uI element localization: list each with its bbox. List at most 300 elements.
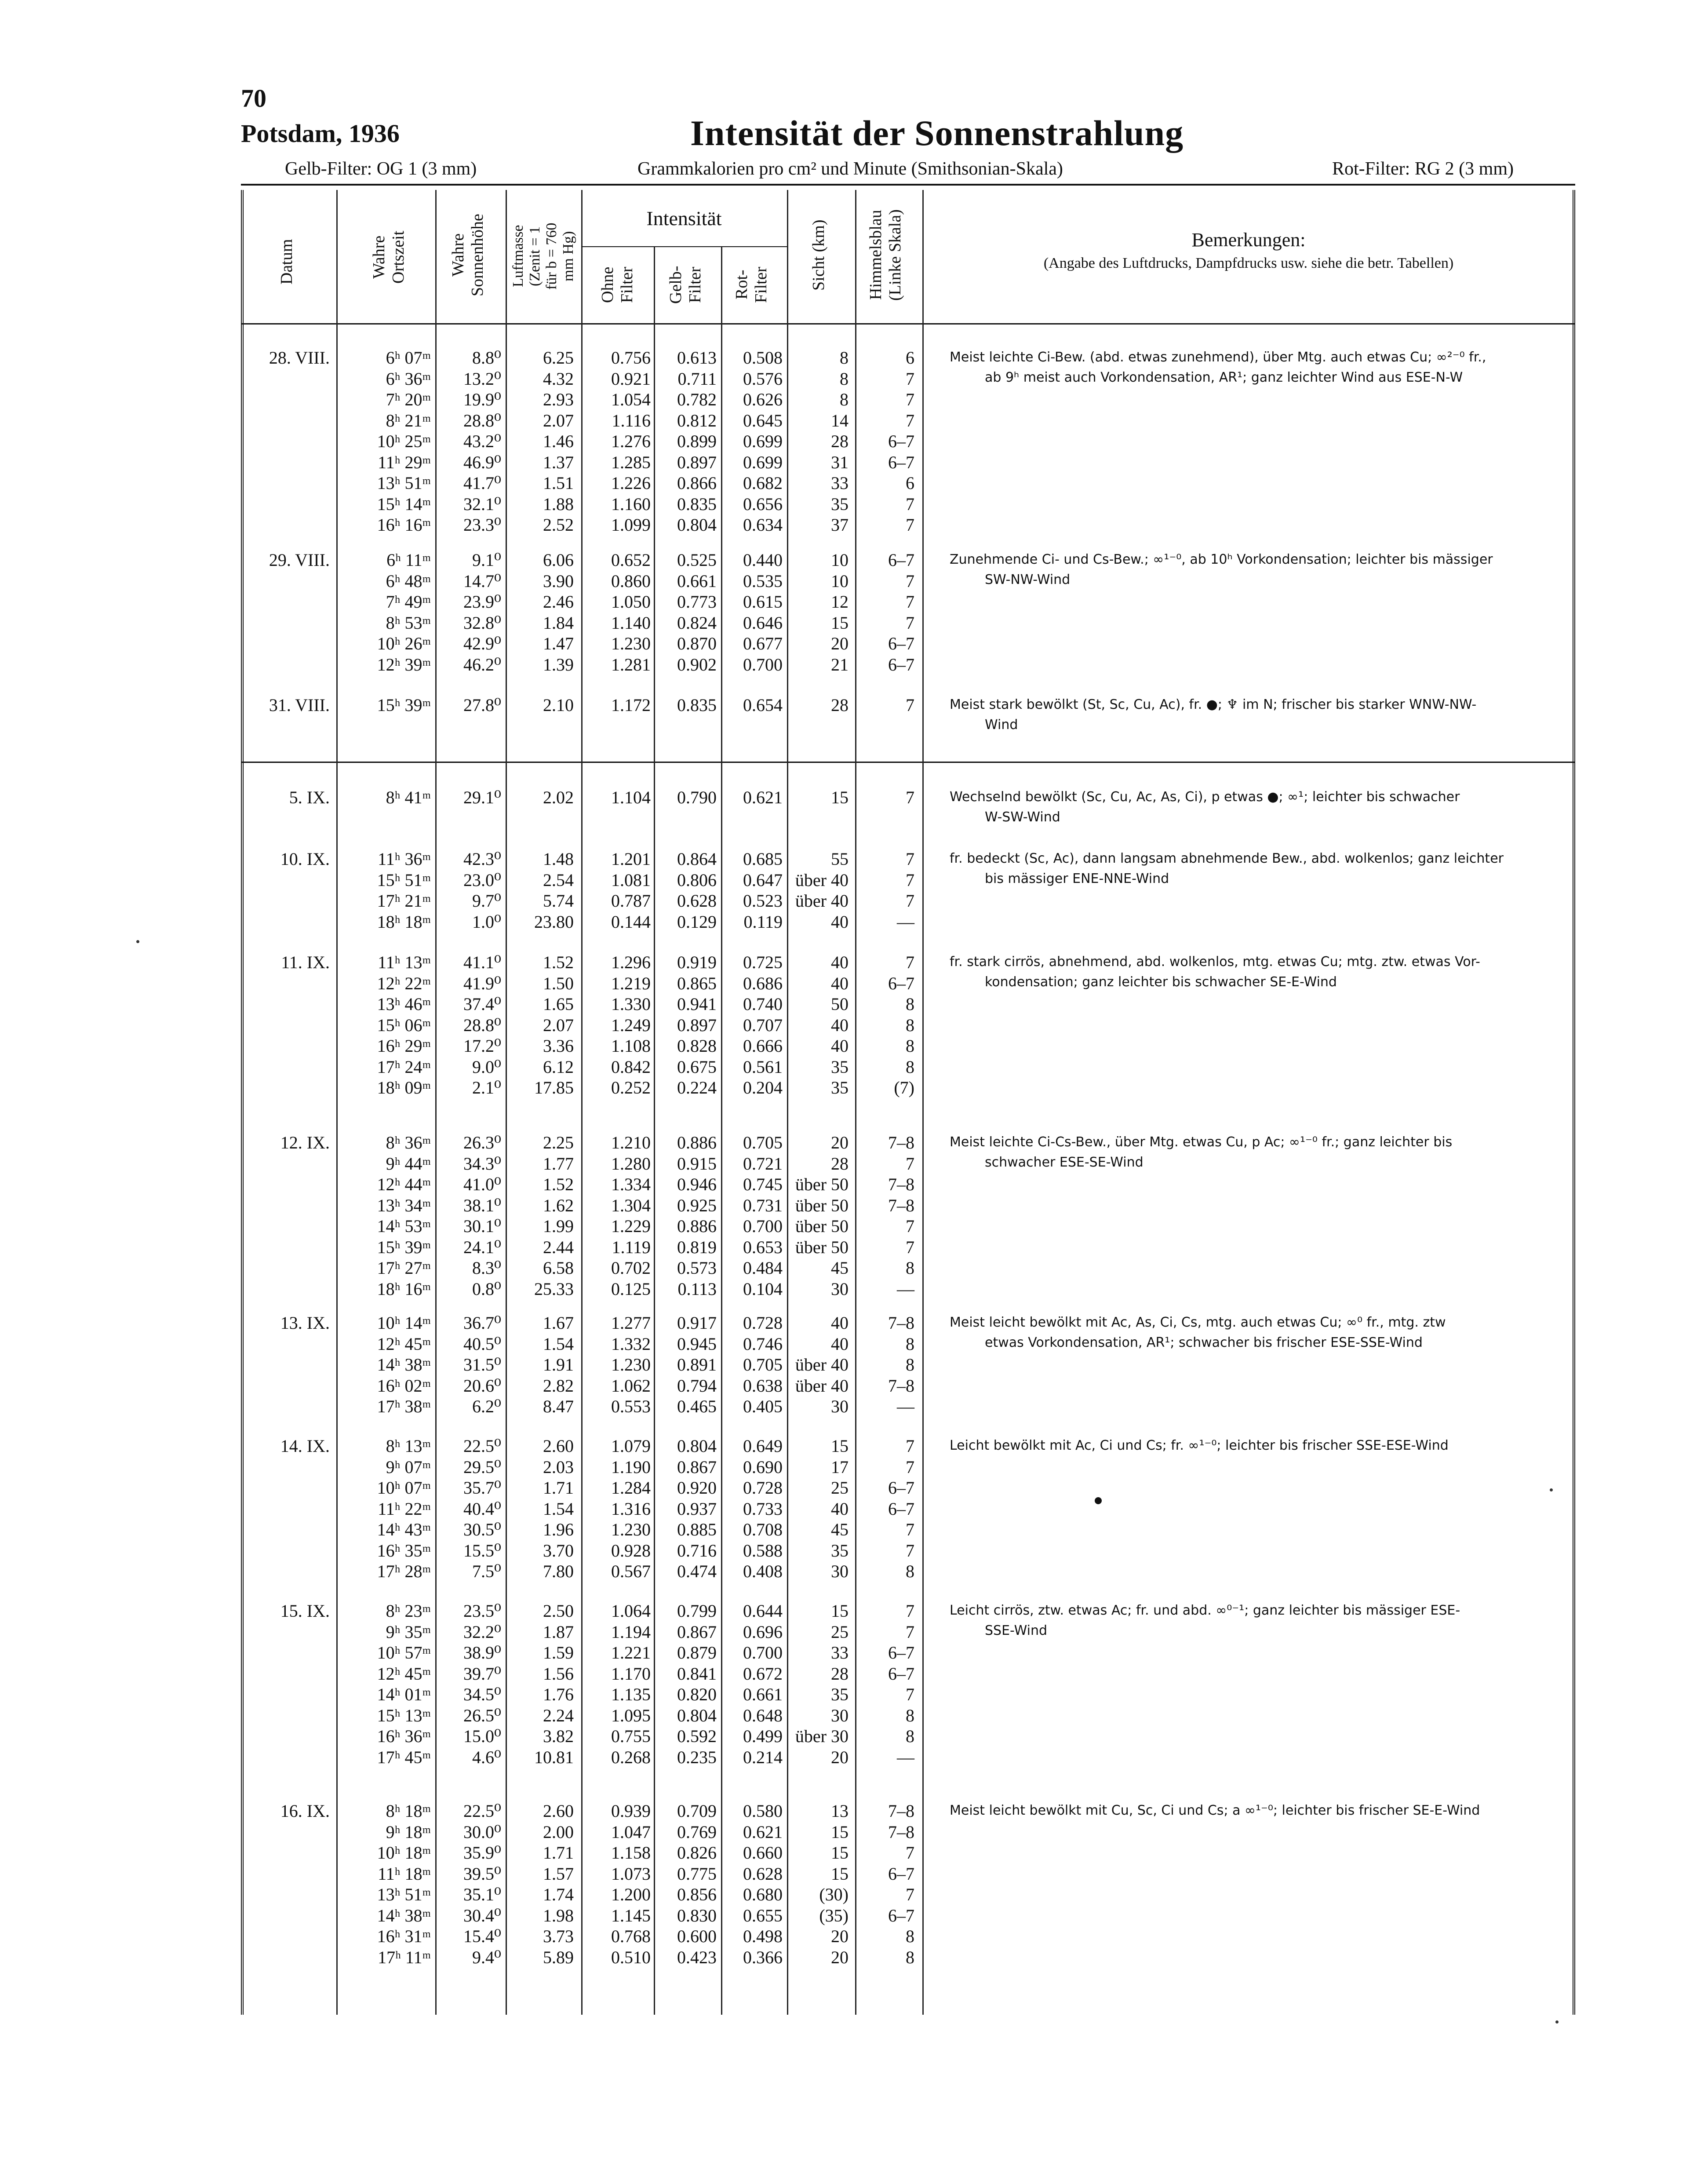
intensity-no-filter-cell: 1.062 (611, 1376, 651, 1396)
intensity-red-filter-cell: 0.677 (743, 634, 783, 653)
sky-blue-cell: 7 (906, 411, 914, 430)
visibility-cell: über 40 (795, 891, 849, 911)
visibility-cell: 35 (831, 494, 849, 514)
august-september-divider (241, 762, 1575, 763)
intensity-yellow-filter-cell: 0.790 (677, 788, 717, 807)
remark-line: Zunehmende Ci- und Cs-Bew.; ∞¹⁻⁰, ab 10ʰ Vorkondensation; leichter bis mässiger (950, 552, 1493, 567)
sky-blue-cell: 8 (906, 994, 914, 1014)
intensity-red-filter-cell: 0.661 (743, 1684, 783, 1704)
sky-blue-cell: 7–8 (888, 1174, 914, 1194)
air-mass-cell: 6.12 (543, 1057, 574, 1077)
intensity-no-filter-cell: 1.160 (611, 494, 651, 514)
intensity-yellow-filter-cell: 0.804 (677, 1706, 717, 1725)
sun-height-cell: 29.5⁰ (463, 1457, 501, 1477)
visibility-cell: 20 (831, 634, 849, 653)
location-year: Potsdam, 1936 (241, 119, 400, 148)
air-mass-cell: 2.44 (543, 1237, 574, 1257)
intensity-yellow-filter-cell: 0.925 (677, 1196, 717, 1215)
sun-height-cell: 2.1⁰ (472, 1078, 501, 1097)
local-time-cell: 15ʰ 39ᵐ (377, 695, 431, 715)
sky-blue-cell: 8 (906, 1726, 914, 1746)
sun-height-cell: 32.8⁰ (463, 613, 501, 633)
air-mass-cell: 3.73 (543, 1926, 574, 1946)
intensity-red-filter-cell: 0.498 (743, 1926, 783, 1946)
date-cell: 12. IX. (280, 1133, 330, 1152)
intensity-yellow-filter-cell: 0.465 (677, 1396, 717, 1416)
page-number: 70 (241, 84, 266, 113)
air-mass-cell: 2.50 (543, 1601, 574, 1621)
visibility-cell: über 50 (795, 1237, 849, 1257)
intensity-no-filter-cell: 1.201 (611, 849, 651, 869)
local-time-cell: 11ʰ 18ᵐ (378, 1864, 431, 1884)
air-mass-cell: 2.02 (543, 788, 574, 807)
sun-height-cell: 8.3⁰ (472, 1258, 501, 1278)
air-mass-cell: 1.84 (543, 613, 574, 633)
intensity-red-filter-cell: 0.721 (743, 1154, 783, 1174)
intensity-no-filter-cell: 1.119 (612, 1237, 651, 1257)
air-mass-cell: 2.93 (543, 390, 574, 409)
sun-height-cell: 30.1⁰ (463, 1216, 501, 1236)
intensity-yellow-filter-cell: 0.769 (677, 1822, 717, 1842)
visibility-cell: 33 (831, 1643, 849, 1663)
intensity-no-filter-cell: 1.140 (611, 613, 651, 633)
sky-blue-cell: 8 (906, 1036, 914, 1056)
air-mass-cell: 1.46 (543, 431, 574, 451)
sky-blue-cell: 7–8 (888, 1822, 914, 1842)
intensity-no-filter-cell: 0.702 (611, 1258, 651, 1278)
sun-height-cell: 23.3⁰ (463, 515, 501, 535)
visibility-cell: 45 (831, 1520, 849, 1539)
air-mass-cell: 2.54 (543, 870, 574, 890)
intensity-yellow-filter-cell: 0.613 (677, 348, 717, 368)
sky-blue-cell: 6–7 (888, 1499, 914, 1519)
sky-blue-cell: (7) (894, 1078, 914, 1097)
visibility-cell: 40 (831, 1334, 849, 1354)
local-time-cell: 17ʰ 38ᵐ (377, 1396, 431, 1416)
sun-height-cell: 41.1⁰ (463, 952, 501, 972)
column-header-local-time: Wahre Ortszeit (370, 230, 408, 284)
local-time-cell: 18ʰ 09ᵐ (377, 1078, 431, 1097)
date-cell: 14. IX. (280, 1436, 330, 1456)
sky-blue-cell: 7 (906, 1601, 914, 1621)
intensity-red-filter-cell: 0.660 (743, 1843, 783, 1863)
column-header-date: Datum (277, 239, 296, 284)
intensity-red-filter-cell: 0.405 (743, 1396, 783, 1416)
column-header-intensity: Intensität (646, 207, 722, 230)
local-time-cell: 16ʰ 29ᵐ (377, 1036, 431, 1056)
sun-height-cell: 35.1⁰ (463, 1885, 501, 1904)
intensity-red-filter-cell: 0.655 (743, 1906, 783, 1925)
sky-blue-cell: 6–7 (888, 431, 914, 451)
intensity-no-filter-cell: 1.276 (611, 431, 651, 451)
header-bottom-rule (241, 323, 1575, 325)
sky-blue-cell: 8 (906, 1334, 914, 1354)
sky-blue-cell: 7 (906, 1684, 914, 1704)
intensity-red-filter-cell: 0.615 (743, 592, 783, 612)
sun-height-cell: 27.8⁰ (463, 695, 501, 715)
intensity-red-filter-cell: 0.656 (743, 494, 783, 514)
intensity-red-filter-cell: 0.588 (743, 1541, 783, 1561)
sky-blue-cell: 8 (906, 1258, 914, 1278)
visibility-cell: 35 (831, 1684, 849, 1704)
date-cell: 13. IX. (280, 1313, 330, 1333)
intensity-red-filter-cell: 0.680 (743, 1885, 783, 1904)
sun-height-cell: 23.0⁰ (463, 870, 501, 890)
remark-line: Leicht cirrös, ztw. etwas Ac; fr. und abd. ∞⁰⁻¹; ganz leichter bis mässiger ESE- (950, 1603, 1460, 1618)
air-mass-cell: 2.82 (543, 1376, 574, 1396)
visibility-cell: (30) (819, 1885, 849, 1904)
intensity-red-filter-cell: 0.499 (743, 1726, 783, 1746)
visibility-cell: 37 (831, 515, 849, 535)
intensity-no-filter-cell: 1.277 (611, 1313, 651, 1333)
stray-dot-mark (1095, 1497, 1102, 1504)
intensity-no-filter-cell: 0.268 (611, 1747, 651, 1767)
air-mass-cell: 1.67 (543, 1313, 574, 1333)
visibility-cell: 8 (840, 369, 849, 389)
air-mass-cell: 2.10 (543, 695, 574, 715)
visibility-cell: 33 (831, 473, 849, 493)
remark-line: Meist leicht bewölkt mit Ac, As, Ci, Cs, mtg. auch etwas Cu; ∞⁰ fr., mtg. ztw (950, 1315, 1446, 1330)
visibility-cell: über 40 (795, 870, 849, 890)
intensity-yellow-filter-cell: 0.865 (677, 974, 717, 993)
intensity-no-filter-cell: 1.104 (611, 788, 651, 807)
sky-blue-cell: 7 (906, 870, 914, 890)
units-note: Grammkalorien pro cm² und Minute (Smithsonian-Skala) (637, 159, 1063, 179)
sky-blue-cell: 6–7 (888, 1478, 914, 1498)
sun-height-cell: 4.6⁰ (472, 1747, 501, 1767)
intensity-yellow-filter-cell: 0.235 (677, 1747, 717, 1767)
air-mass-cell: 1.54 (543, 1334, 574, 1354)
intensity-yellow-filter-cell: 0.573 (677, 1258, 717, 1278)
sky-blue-cell: — (897, 912, 914, 932)
air-mass-cell: 1.52 (543, 1174, 574, 1194)
local-time-cell: 15ʰ 14ᵐ (377, 494, 431, 514)
intensity-red-filter-cell: 0.645 (743, 411, 783, 430)
remark-line: bis mässiger ENE-NNE-Wind (985, 871, 1169, 886)
date-cell: 15. IX. (280, 1601, 330, 1621)
intensity-red-filter-cell: 0.740 (743, 994, 783, 1014)
visibility-cell: 10 (831, 571, 849, 591)
air-mass-cell: 1.51 (543, 473, 574, 493)
red-filter-note: Rot-Filter: RG 2 (3 mm) (1332, 159, 1514, 179)
page-title: Intensität der Sonnenstrahlung (690, 113, 1184, 153)
intensity-yellow-filter-cell: 0.886 (677, 1133, 717, 1152)
remark-line: Meist leicht bewölkt mit Cu, Sc, Ci und Cs; a ∞¹⁻⁰; leichter bis frischer SE-E-Wind (950, 1803, 1480, 1818)
sky-blue-cell: 6–7 (888, 1864, 914, 1884)
column-header-yellow-filter: Gelb- Filter (666, 266, 704, 304)
sky-blue-cell: 7–8 (888, 1196, 914, 1215)
intensity-yellow-filter-cell: 0.941 (677, 994, 717, 1014)
sun-height-cell: 32.2⁰ (463, 1622, 501, 1642)
intensity-subheader-rule (581, 246, 787, 247)
local-time-cell: 11ʰ 22ᵐ (378, 1499, 431, 1519)
local-time-cell: 8ʰ 41ᵐ (386, 788, 431, 807)
local-time-cell: 10ʰ 14ᵐ (377, 1313, 431, 1333)
intensity-red-filter-cell: 0.666 (743, 1036, 783, 1056)
visibility-cell: 25 (831, 1478, 849, 1498)
sky-blue-cell: 6–7 (888, 655, 914, 675)
intensity-red-filter-cell: 0.707 (743, 1015, 783, 1035)
column-header-red-filter: Rot- Filter (732, 266, 770, 303)
remark-line: fr. stark cirrös, abnehmend, abd. wolkenlos, mtg. etwas Cu; mtg. ztw. etwas Vor- (950, 954, 1480, 970)
visibility-cell: 55 (831, 849, 849, 869)
visibility-cell: 8 (840, 390, 849, 409)
sky-blue-cell: 8 (906, 1706, 914, 1725)
sky-blue-cell: 7 (906, 494, 914, 514)
sky-blue-cell: 7 (906, 695, 914, 715)
visibility-cell: 15 (831, 788, 849, 807)
intensity-no-filter-cell: 1.281 (611, 655, 651, 675)
sun-height-cell: 14.7⁰ (463, 571, 501, 591)
column-separator (581, 190, 583, 2015)
local-time-cell: 9ʰ 35ᵐ (386, 1622, 431, 1642)
sky-blue-cell: 7 (906, 1216, 914, 1236)
remark-line: kondensation; ganz leichter bis schwacher SE-E-Wind (985, 974, 1337, 990)
sky-blue-cell: 7 (906, 788, 914, 807)
sun-height-cell: 15.4⁰ (463, 1926, 501, 1946)
intensity-red-filter-cell: 0.104 (743, 1279, 783, 1299)
sun-height-cell: 40.5⁰ (463, 1334, 501, 1354)
visibility-cell: 15 (831, 1436, 849, 1456)
intensity-red-filter-cell: 0.690 (743, 1457, 783, 1477)
local-time-cell: 17ʰ 28ᵐ (377, 1561, 431, 1581)
intensity-yellow-filter-cell: 0.867 (677, 1457, 717, 1477)
air-mass-cell: 1.48 (543, 849, 574, 869)
local-time-cell: 16ʰ 16ᵐ (377, 515, 431, 535)
intensity-no-filter-cell: 1.226 (611, 473, 651, 493)
intensity-red-filter-cell: 0.647 (743, 870, 783, 890)
intensity-yellow-filter-cell: 0.897 (677, 1015, 717, 1035)
local-time-cell: 16ʰ 35ᵐ (377, 1541, 431, 1561)
intensity-red-filter-cell: 0.700 (743, 1643, 783, 1663)
sky-blue-cell: 6–7 (888, 974, 914, 993)
sun-height-cell: 30.5⁰ (463, 1520, 501, 1539)
air-mass-cell: 1.74 (543, 1885, 574, 1904)
local-time-cell: 15ʰ 13ᵐ (377, 1706, 431, 1725)
remark-line: etwas Vorkondensation, AR¹; schwacher bis frischer ESE-SSE-Wind (985, 1335, 1423, 1350)
local-time-cell: 10ʰ 25ᵐ (377, 431, 431, 451)
intensity-yellow-filter-cell: 0.804 (677, 515, 717, 535)
intensity-yellow-filter-cell: 0.423 (677, 1947, 717, 1967)
intensity-yellow-filter-cell: 0.920 (677, 1478, 717, 1498)
air-mass-cell: 6.25 (543, 348, 574, 368)
yellow-filter-note: Gelb-Filter: OG 1 (3 mm) (285, 159, 477, 179)
air-mass-cell: 1.56 (543, 1664, 574, 1684)
sun-height-cell: 43.2⁰ (463, 431, 501, 451)
local-time-cell: 18ʰ 16ᵐ (377, 1279, 431, 1299)
visibility-cell: 15 (831, 1864, 849, 1884)
local-time-cell: 7ʰ 20ᵐ (386, 390, 431, 409)
intensity-red-filter-cell: 0.700 (743, 1216, 783, 1236)
intensity-no-filter-cell: 1.116 (612, 411, 651, 430)
sun-height-cell: 9.1⁰ (472, 550, 501, 570)
sun-height-cell: 35.9⁰ (463, 1843, 501, 1863)
local-time-cell: 12ʰ 39ᵐ (377, 655, 431, 675)
intensity-red-filter-cell: 0.746 (743, 1334, 783, 1354)
sun-height-cell: 26.5⁰ (463, 1706, 501, 1725)
sky-blue-cell: 6–7 (888, 634, 914, 653)
intensity-yellow-filter-cell: 0.897 (677, 452, 717, 472)
intensity-yellow-filter-cell: 0.870 (677, 634, 717, 653)
sun-height-cell: 29.1⁰ (463, 788, 501, 807)
intensity-no-filter-cell: 1.079 (611, 1436, 651, 1456)
sky-blue-cell: 7–8 (888, 1133, 914, 1152)
intensity-no-filter-cell: 1.285 (611, 452, 651, 472)
intensity-yellow-filter-cell: 0.773 (677, 592, 717, 612)
local-time-cell: 15ʰ 06ᵐ (377, 1015, 431, 1035)
visibility-cell: 40 (831, 912, 849, 932)
local-time-cell: 13ʰ 51ᵐ (377, 473, 431, 493)
remark-line: Wind (985, 717, 1018, 733)
local-time-cell: 6ʰ 11ᵐ (386, 550, 431, 570)
visibility-cell: über 30 (795, 1726, 849, 1746)
intensity-no-filter-cell: 1.280 (611, 1154, 651, 1174)
local-time-cell: 17ʰ 27ᵐ (377, 1258, 431, 1278)
intensity-yellow-filter-cell: 0.709 (677, 1801, 717, 1821)
local-time-cell: 11ʰ 29ᵐ (378, 452, 431, 472)
sun-height-cell: 9.4⁰ (472, 1947, 501, 1967)
local-time-cell: 14ʰ 01ᵐ (377, 1684, 431, 1704)
local-time-cell: 16ʰ 31ᵐ (377, 1926, 431, 1946)
visibility-cell: 40 (831, 1313, 849, 1333)
intensity-yellow-filter-cell: 0.886 (677, 1216, 717, 1236)
sky-blue-cell: 8 (906, 1057, 914, 1077)
local-time-cell: 16ʰ 02ᵐ (377, 1376, 431, 1396)
visibility-cell: 15 (831, 1822, 849, 1842)
visibility-cell: 28 (831, 1154, 849, 1174)
air-mass-cell: 1.76 (543, 1684, 574, 1704)
visibility-cell: 25 (831, 1622, 849, 1642)
sky-blue-cell: 6 (906, 348, 914, 368)
intensity-red-filter-cell: 0.705 (743, 1355, 783, 1375)
remarks-subtitle: (Angabe des Luftdrucks, Dampfdrucks usw. siehe die betr. Tabellen) (1043, 255, 1454, 271)
local-time-cell: 15ʰ 51ᵐ (377, 870, 431, 890)
intensity-yellow-filter-cell: 0.867 (677, 1622, 717, 1642)
visibility-cell: 35 (831, 1078, 849, 1097)
visibility-cell: 20 (831, 1947, 849, 1967)
intensity-yellow-filter-cell: 0.525 (677, 550, 717, 570)
intensity-red-filter-cell: 0.649 (743, 1436, 783, 1456)
intensity-yellow-filter-cell: 0.129 (677, 912, 717, 932)
sky-blue-cell: 7 (906, 849, 914, 869)
intensity-no-filter-cell: 1.334 (611, 1174, 651, 1194)
local-time-cell: 8ʰ 21ᵐ (386, 411, 431, 430)
visibility-cell: 15 (831, 1601, 849, 1621)
visibility-cell: 28 (831, 1664, 849, 1684)
sky-blue-cell: 7 (906, 1237, 914, 1257)
local-time-cell: 8ʰ 36ᵐ (386, 1133, 431, 1152)
local-time-cell: 6ʰ 48ᵐ (386, 571, 431, 591)
sky-blue-cell: 6–7 (888, 1643, 914, 1663)
intensity-yellow-filter-cell: 0.600 (677, 1926, 717, 1946)
intensity-red-filter-cell: 0.628 (743, 1864, 783, 1884)
intensity-no-filter-cell: 1.190 (611, 1457, 651, 1477)
intensity-yellow-filter-cell: 0.113 (677, 1279, 717, 1299)
intensity-no-filter-cell: 0.756 (611, 348, 651, 368)
column-separator (922, 190, 924, 2015)
intensity-no-filter-cell: 1.172 (611, 695, 651, 715)
sun-height-cell: 23.9⁰ (463, 592, 501, 612)
visibility-cell: 10 (831, 550, 849, 570)
stray-speck (1555, 2020, 1559, 2024)
visibility-cell: 30 (831, 1706, 849, 1725)
intensity-yellow-filter-cell: 0.915 (677, 1154, 717, 1174)
stray-speck (1550, 1488, 1553, 1491)
local-time-cell: 7ʰ 49ᵐ (386, 592, 431, 612)
visibility-cell: über 50 (795, 1174, 849, 1194)
column-header-air-mass: Luftmasse (Zenit = 1 für b = 760 mm Hg) (510, 222, 576, 290)
local-time-cell: 12ʰ 22ᵐ (377, 974, 431, 993)
intensity-red-filter-cell: 0.621 (743, 788, 783, 807)
sky-blue-cell: — (897, 1396, 914, 1416)
sky-blue-cell: 7 (906, 1457, 914, 1477)
local-time-cell: 11ʰ 36ᵐ (378, 849, 431, 869)
air-mass-cell: 3.70 (543, 1541, 574, 1561)
intensity-yellow-filter-cell: 0.806 (677, 870, 717, 890)
intensity-no-filter-cell: 0.860 (611, 571, 651, 591)
intensity-yellow-filter-cell: 0.946 (677, 1174, 717, 1194)
local-time-cell: 8ʰ 18ᵐ (386, 1801, 431, 1821)
sky-blue-cell: 6–7 (888, 1664, 914, 1684)
air-mass-cell: 7.80 (543, 1561, 574, 1581)
sun-height-cell: 7.5⁰ (472, 1561, 501, 1581)
sky-blue-cell: 7 (906, 1154, 914, 1174)
intensity-no-filter-cell: 0.787 (611, 891, 651, 911)
local-time-cell: 10ʰ 26ᵐ (377, 634, 431, 653)
visibility-cell: 40 (831, 1499, 849, 1519)
intensity-no-filter-cell: 1.229 (611, 1216, 651, 1236)
sun-height-cell: 22.5⁰ (463, 1436, 501, 1456)
sky-blue-cell: 7 (906, 613, 914, 633)
sky-blue-cell: 8 (906, 1561, 914, 1581)
sun-height-cell: 30.4⁰ (463, 1906, 501, 1925)
sun-height-cell: 37.4⁰ (463, 994, 501, 1014)
date-cell: 31. VIII. (269, 695, 330, 715)
air-mass-cell: 6.06 (543, 550, 574, 570)
intensity-red-filter-cell: 0.699 (743, 431, 783, 451)
remark-line: schwacher ESE-SE-Wind (985, 1155, 1144, 1170)
visibility-cell: 8 (840, 348, 849, 368)
intensity-no-filter-cell: 1.332 (611, 1334, 651, 1354)
air-mass-cell: 1.54 (543, 1499, 574, 1519)
intensity-yellow-filter-cell: 0.716 (677, 1541, 717, 1561)
intensity-no-filter-cell: 1.081 (611, 870, 651, 890)
air-mass-cell: 3.82 (543, 1726, 574, 1746)
air-mass-cell: 1.52 (543, 952, 574, 972)
intensity-no-filter-cell: 1.050 (611, 592, 651, 612)
intensity-red-filter-cell: 0.621 (743, 1822, 783, 1842)
intensity-no-filter-cell: 1.073 (611, 1864, 651, 1884)
date-cell: 29. VIII. (269, 550, 330, 570)
visibility-cell: 45 (831, 1258, 849, 1278)
sun-height-cell: 42.3⁰ (463, 849, 501, 869)
air-mass-cell: 2.00 (543, 1822, 574, 1842)
intensity-no-filter-cell: 1.210 (611, 1133, 651, 1152)
air-mass-cell: 6.58 (543, 1258, 574, 1278)
visibility-cell: 35 (831, 1541, 849, 1561)
intensity-yellow-filter-cell: 0.675 (677, 1057, 717, 1077)
local-time-cell: 14ʰ 38ᵐ (377, 1906, 431, 1925)
intensity-red-filter-cell: 0.685 (743, 849, 783, 869)
local-time-cell: 10ʰ 57ᵐ (377, 1643, 431, 1663)
sky-blue-cell: 7 (906, 369, 914, 389)
local-time-cell: 14ʰ 43ᵐ (377, 1520, 431, 1539)
visibility-cell: über 40 (795, 1355, 849, 1375)
sky-blue-cell: 6 (906, 473, 914, 493)
visibility-cell: über 40 (795, 1376, 849, 1396)
air-mass-cell: 23.80 (534, 912, 574, 932)
sky-blue-cell: 7 (906, 1885, 914, 1904)
